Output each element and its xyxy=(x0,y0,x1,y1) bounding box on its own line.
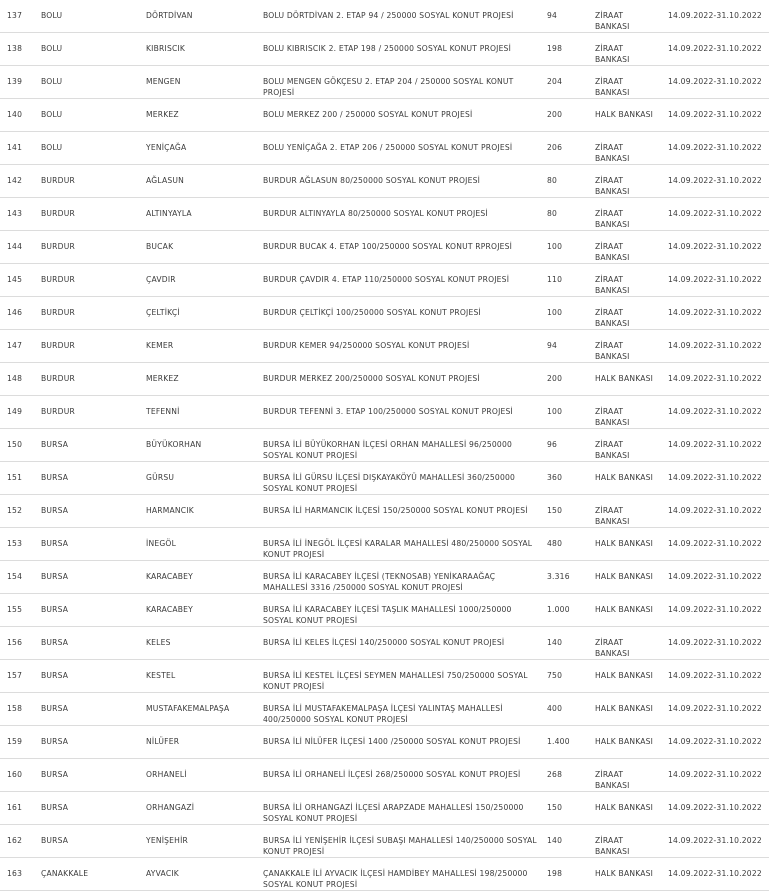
table-row xyxy=(0,231,769,264)
bank-cell: ZİRAAT BANKASI xyxy=(595,143,630,163)
date-range-cell: 14.09.2022-31.10.2022 xyxy=(668,869,762,878)
district-cell: ORHANGAZİ xyxy=(146,803,195,812)
date-range-cell: 14.09.2022-31.10.2022 xyxy=(668,605,762,614)
bank-cell: ZİRAAT BANKASI xyxy=(595,44,630,64)
table-row xyxy=(0,396,769,429)
project-name-cell: BURDUR ÇAVDIR 4. ETAP 110/250000 SOSYAL KONUT PROJESİ xyxy=(263,275,510,284)
city-cell: ÇANAKKALE xyxy=(41,869,89,878)
city-cell: BURDUR xyxy=(41,275,75,284)
project-name-cell: BOLU MERKEZ 200 / 250000 SOSYAL KONUT PROJESİ xyxy=(263,110,473,119)
table-row xyxy=(0,429,769,462)
project-name-cell: BURSA İLİ KARACABEY İLÇESİ TAŞLIK MAHALLESİ 1000/250000 SOSYAL KONUT PROJESİ xyxy=(263,605,512,625)
table-row xyxy=(0,792,769,825)
housing-count-cell: 100 xyxy=(547,407,563,416)
district-cell: DÖRTDİVAN xyxy=(146,11,193,20)
date-range-cell: 14.09.2022-31.10.2022 xyxy=(668,737,762,746)
project-name-cell: BURDUR AĞLASUN 80/250000 SOSYAL KONUT PROJESİ xyxy=(263,176,481,185)
date-range-cell: 14.09.2022-31.10.2022 xyxy=(668,473,762,482)
district-cell: ÇELTİKÇİ xyxy=(146,308,180,317)
table-row xyxy=(0,198,769,231)
date-range-cell: 14.09.2022-31.10.2022 xyxy=(668,11,762,20)
bank-cell: ZİRAAT BANKASI xyxy=(595,77,630,97)
city-cell: BURDUR xyxy=(41,308,75,317)
bank-cell: ZİRAAT BANKASI xyxy=(595,11,630,31)
bank-cell: HALK BANKASI xyxy=(595,869,654,878)
project-name-cell: BOLU DÖRTDİVAN 2. ETAP 94 / 250000 SOSYAL KONUT PROJESİ xyxy=(263,11,514,20)
city-cell: BURSA xyxy=(41,638,69,647)
date-range-cell: 14.09.2022-31.10.2022 xyxy=(668,539,762,548)
city-cell: BURSA xyxy=(41,572,69,581)
city-cell: BURSA xyxy=(41,506,69,515)
project-name-cell: BURDUR MERKEZ 200/250000 SOSYAL KONUT PROJESİ xyxy=(263,374,480,383)
table-row xyxy=(0,693,769,726)
housing-count-cell: 3.316 xyxy=(547,572,570,581)
district-cell: GÜRSU xyxy=(146,473,175,482)
table-row xyxy=(0,462,769,495)
bank-cell: HALK BANKASI xyxy=(595,110,654,119)
row-number: 137 xyxy=(7,11,23,20)
city-cell: BOLU xyxy=(41,44,63,53)
table-row xyxy=(0,660,769,693)
date-range-cell: 14.09.2022-31.10.2022 xyxy=(668,308,762,317)
housing-count-cell: 96 xyxy=(547,440,558,449)
housing-count-cell: 750 xyxy=(547,671,563,680)
row-number: 158 xyxy=(7,704,23,713)
date-range-cell: 14.09.2022-31.10.2022 xyxy=(668,671,762,680)
housing-count-cell: 1.400 xyxy=(547,737,570,746)
district-cell: ORHANELİ xyxy=(146,770,187,779)
row-number: 154 xyxy=(7,572,23,581)
project-name-cell: BURSA İLİ İNEGÖL İLÇESİ KARALAR MAHALLESİ 480/250000 SOSYAL KONUT PROJESİ xyxy=(263,539,533,559)
project-name-cell: BURDUR ALTINYAYLA 80/250000 SOSYAL KONUT PROJESİ xyxy=(263,209,488,218)
housing-count-cell: 94 xyxy=(547,341,558,350)
table-row xyxy=(0,528,769,561)
housing-count-cell: 1.000 xyxy=(547,605,570,614)
housing-count-cell: 140 xyxy=(547,638,563,647)
housing-count-cell: 110 xyxy=(547,275,563,284)
housing-count-cell: 140 xyxy=(547,836,563,845)
row-number: 152 xyxy=(7,506,23,515)
bank-cell: HALK BANKASI xyxy=(595,704,654,713)
table-row xyxy=(0,858,769,891)
bank-cell: ZİRAAT BANKASI xyxy=(595,209,630,229)
housing-count-cell: 198 xyxy=(547,44,563,53)
project-name-cell: BURDUR ÇELTİKÇİ 100/250000 SOSYAL KONUT PROJESİ xyxy=(263,308,481,317)
housing-count-cell: 80 xyxy=(547,209,558,218)
date-range-cell: 14.09.2022-31.10.2022 xyxy=(668,704,762,713)
district-cell: BÜYÜKORHAN xyxy=(146,440,202,449)
table-row xyxy=(0,165,769,198)
district-cell: HARMANCIK xyxy=(146,506,194,515)
district-cell: YENİŞEHİR xyxy=(146,836,189,845)
city-cell: BURDUR xyxy=(41,407,75,416)
date-range-cell: 14.09.2022-31.10.2022 xyxy=(668,341,762,350)
housing-count-cell: 360 xyxy=(547,473,563,482)
project-name-cell: BURSA İLİ NİLÜFER İLÇESİ 1400 /250000 SOSYAL KONUT PROJESİ xyxy=(263,737,521,746)
district-cell: YENİÇAĞA xyxy=(146,143,187,152)
table-row xyxy=(0,594,769,627)
housing-count-cell: 100 xyxy=(547,242,563,251)
date-range-cell: 14.09.2022-31.10.2022 xyxy=(668,110,762,119)
bank-cell: ZİRAAT BANKASI xyxy=(595,341,630,361)
city-cell: BURSA xyxy=(41,836,69,845)
housing-count-cell: 200 xyxy=(547,110,563,119)
date-range-cell: 14.09.2022-31.10.2022 xyxy=(668,44,762,53)
table-row xyxy=(0,297,769,330)
city-cell: BURSA xyxy=(41,770,69,779)
row-number: 160 xyxy=(7,770,23,779)
project-name-cell: BURDUR TEFENNİ 3. ETAP 100/250000 SOSYAL KONUT PROJESİ xyxy=(263,407,513,416)
bank-cell: ZİRAAT BANKASI xyxy=(595,275,630,295)
row-number: 161 xyxy=(7,803,23,812)
row-number: 150 xyxy=(7,440,23,449)
district-cell: NİLÜFER xyxy=(146,737,180,746)
bank-cell: ZİRAAT BANKASI xyxy=(595,770,630,790)
table-row xyxy=(0,33,769,66)
district-cell: KESTEL xyxy=(146,671,176,680)
table-row xyxy=(0,330,769,363)
table-row xyxy=(0,561,769,594)
bank-cell: HALK BANKASI xyxy=(595,605,654,614)
table-row xyxy=(0,627,769,660)
bank-cell: ZİRAAT BANKASI xyxy=(595,506,630,526)
city-cell: BURSA xyxy=(41,605,69,614)
housing-count-cell: 400 xyxy=(547,704,563,713)
bank-cell: ZİRAAT BANKASI xyxy=(595,176,630,196)
housing-count-cell: 268 xyxy=(547,770,563,779)
row-number: 148 xyxy=(7,374,23,383)
date-range-cell: 14.09.2022-31.10.2022 xyxy=(668,275,762,284)
row-number: 155 xyxy=(7,605,23,614)
row-number: 145 xyxy=(7,275,23,284)
city-cell: BURSA xyxy=(41,440,69,449)
date-range-cell: 14.09.2022-31.10.2022 xyxy=(668,176,762,185)
row-number: 141 xyxy=(7,143,23,152)
row-number: 157 xyxy=(7,671,23,680)
housing-count-cell: 200 xyxy=(547,374,563,383)
date-range-cell: 14.09.2022-31.10.2022 xyxy=(668,638,762,647)
date-range-cell: 14.09.2022-31.10.2022 xyxy=(668,407,762,416)
bank-cell: ZİRAAT BANKASI xyxy=(595,440,630,460)
bank-cell: ZİRAAT BANKASI xyxy=(595,407,630,427)
city-cell: BURDUR xyxy=(41,374,75,383)
district-cell: ALTINYAYLA xyxy=(146,209,192,218)
table-row xyxy=(0,0,769,33)
table-row xyxy=(0,825,769,858)
housing-count-cell: 80 xyxy=(547,176,558,185)
project-name-cell: BURSA İLİ HARMANCIK İLÇESİ 150/250000 SOSYAL KONUT PROJESİ xyxy=(263,506,528,515)
table-row xyxy=(0,495,769,528)
city-cell: BURSA xyxy=(41,737,69,746)
row-number: 143 xyxy=(7,209,23,218)
table-row xyxy=(0,132,769,165)
row-number: 139 xyxy=(7,77,23,86)
housing-count-cell: 198 xyxy=(547,869,563,878)
row-number: 159 xyxy=(7,737,23,746)
district-cell: AĞLASUN xyxy=(146,176,185,185)
district-cell: TEFENNİ xyxy=(146,407,180,416)
city-cell: BURDUR xyxy=(41,242,75,251)
row-number: 142 xyxy=(7,176,23,185)
project-name-cell: BURSA İLİ BÜYÜKORHAN İLÇESİ ORHAN MAHALLESİ 96/250000 SOSYAL KONUT PROJESİ xyxy=(263,440,513,460)
city-cell: BOLU xyxy=(41,77,63,86)
row-number: 147 xyxy=(7,341,23,350)
district-cell: KARACABEY xyxy=(146,605,194,614)
project-name-cell: BURSA İLİ KELES İLÇESİ 140/250000 SOSYAL KONUT PROJESİ xyxy=(263,638,505,647)
city-cell: BURSA xyxy=(41,803,69,812)
date-range-cell: 14.09.2022-31.10.2022 xyxy=(668,836,762,845)
project-name-cell: BURSA İLİ GÜRSU İLÇESİ DIŞKAYAKÖYÜ MAHALLESİ 360/250000 SOSYAL KONUT PROJESİ xyxy=(263,473,516,493)
date-range-cell: 14.09.2022-31.10.2022 xyxy=(668,770,762,779)
date-range-cell: 14.09.2022-31.10.2022 xyxy=(668,143,762,152)
city-cell: BURSA xyxy=(41,473,69,482)
table-row xyxy=(0,726,769,759)
project-name-cell: BURSA İLİ ORHANGAZİ İLÇESİ ARAPZADE MAHALLESİ 150/250000 SOSYAL KONUT PROJESİ xyxy=(263,803,524,823)
bank-cell: HALK BANKASI xyxy=(595,539,654,548)
project-name-cell: BURDUR BUCAK 4. ETAP 100/250000 SOSYAL KONUT RPROJESİ xyxy=(263,242,513,251)
bank-cell: HALK BANKASI xyxy=(595,737,654,746)
date-range-cell: 14.09.2022-31.10.2022 xyxy=(668,803,762,812)
housing-count-cell: 150 xyxy=(547,803,563,812)
city-cell: BOLU xyxy=(41,143,63,152)
row-number: 151 xyxy=(7,473,23,482)
district-cell: KELES xyxy=(146,638,171,647)
table-row xyxy=(0,363,769,396)
district-cell: MUSTAFAKEMALPAŞA xyxy=(146,704,230,713)
city-cell: BURSA xyxy=(41,671,69,680)
bank-cell: HALK BANKASI xyxy=(595,803,654,812)
district-cell: KARACABEY xyxy=(146,572,194,581)
row-number: 144 xyxy=(7,242,23,251)
city-cell: BURDUR xyxy=(41,341,75,350)
district-cell: MENGEN xyxy=(146,77,181,86)
district-cell: KEMER xyxy=(146,341,174,350)
project-name-cell: ÇANAKKALE İLİ AYVACIK İLÇESİ HAMDİBEY MAHALLESİ 198/250000 SOSYAL KONUT PROJESİ xyxy=(263,869,528,889)
project-name-cell: BOLU MENGEN GÖKÇESU 2. ETAP 204 / 250000 SOSYAL KONUT PROJESİ xyxy=(263,77,514,97)
district-cell: MERKEZ xyxy=(146,110,179,119)
bank-cell: HALK BANKASI xyxy=(595,671,654,680)
table-row xyxy=(0,66,769,99)
date-range-cell: 14.09.2022-31.10.2022 xyxy=(668,440,762,449)
project-name-cell: BURSA İLİ KARACABEY İLÇESİ (TEKNOSAB) YENİKARAAĞAÇ MAHALLESİ 3316 /250000 SOSYAL KONUT PROJESİ xyxy=(263,572,496,592)
project-name-cell: BOLU KIBRISCIK 2. ETAP 198 / 250000 SOSYAL KONUT PROJESİ xyxy=(263,44,512,53)
date-range-cell: 14.09.2022-31.10.2022 xyxy=(668,374,762,383)
city-cell: BOLU xyxy=(41,110,63,119)
housing-count-cell: 100 xyxy=(547,308,563,317)
bank-cell: HALK BANKASI xyxy=(595,473,654,482)
bank-cell: ZİRAAT BANKASI xyxy=(595,836,630,856)
project-name-cell: BOLU YENİÇAĞA 2. ETAP 206 / 250000 SOSYAL KONUT PROJESİ xyxy=(263,143,513,152)
district-cell: MERKEZ xyxy=(146,374,179,383)
date-range-cell: 14.09.2022-31.10.2022 xyxy=(668,77,762,86)
row-number: 156 xyxy=(7,638,23,647)
project-name-cell: BURDUR KEMER 94/250000 SOSYAL KONUT PROJESİ xyxy=(263,341,470,350)
project-name-cell: BURSA İLİ MUSTAFAKEMALPAŞA İLÇESİ YALINTAŞ MAHALLESİ 400/250000 SOSYAL KONUT PROJESİ xyxy=(263,704,503,724)
row-number: 149 xyxy=(7,407,23,416)
district-cell: AYVACIK xyxy=(146,869,179,878)
date-range-cell: 14.09.2022-31.10.2022 xyxy=(668,242,762,251)
city-cell: BURSA xyxy=(41,704,69,713)
housing-count-cell: 150 xyxy=(547,506,563,515)
project-name-cell: BURSA İLİ YENİŞEHİR İLÇESİ SUBAŞI MAHALLESİ 140/250000 SOSYAL KONUT PROJESİ xyxy=(263,836,537,856)
date-range-cell: 14.09.2022-31.10.2022 xyxy=(668,506,762,515)
project-name-cell: BURSA İLİ ORHANELİ İLÇESİ 268/250000 SOSYAL KONUT PROJESİ xyxy=(263,770,521,779)
table-row xyxy=(0,759,769,792)
housing-count-cell: 206 xyxy=(547,143,563,152)
table-row xyxy=(0,99,769,132)
bank-cell: ZİRAAT BANKASI xyxy=(595,638,630,658)
housing-count-cell: 94 xyxy=(547,11,558,20)
row-number: 153 xyxy=(7,539,23,548)
bank-cell: ZİRAAT BANKASI xyxy=(595,308,630,328)
row-number: 138 xyxy=(7,44,23,53)
row-number: 163 xyxy=(7,869,23,878)
row-number: 146 xyxy=(7,308,23,317)
district-cell: İNEGÖL xyxy=(146,539,177,548)
bank-cell: HALK BANKASI xyxy=(595,572,654,581)
city-cell: BOLU xyxy=(41,11,63,20)
bank-cell: HALK BANKASI xyxy=(595,374,654,383)
district-cell: KIBRISCIK xyxy=(146,44,186,53)
housing-count-cell: 204 xyxy=(547,77,563,86)
date-range-cell: 14.09.2022-31.10.2022 xyxy=(668,209,762,218)
district-cell: ÇAVDIR xyxy=(146,275,176,284)
row-number: 162 xyxy=(7,836,23,845)
district-cell: BUCAK xyxy=(146,242,174,251)
project-name-cell: BURSA İLİ KESTEL İLÇESİ SEYMEN MAHALLESİ 750/250000 SOSYAL KONUT PROJESİ xyxy=(263,671,528,691)
housing-count-cell: 480 xyxy=(547,539,563,548)
row-number: 140 xyxy=(7,110,23,119)
table-row xyxy=(0,264,769,297)
date-range-cell: 14.09.2022-31.10.2022 xyxy=(668,572,762,581)
city-cell: BURSA xyxy=(41,539,69,548)
city-cell: BURDUR xyxy=(41,209,75,218)
bank-cell: ZİRAAT BANKASI xyxy=(595,242,630,262)
city-cell: BURDUR xyxy=(41,176,75,185)
